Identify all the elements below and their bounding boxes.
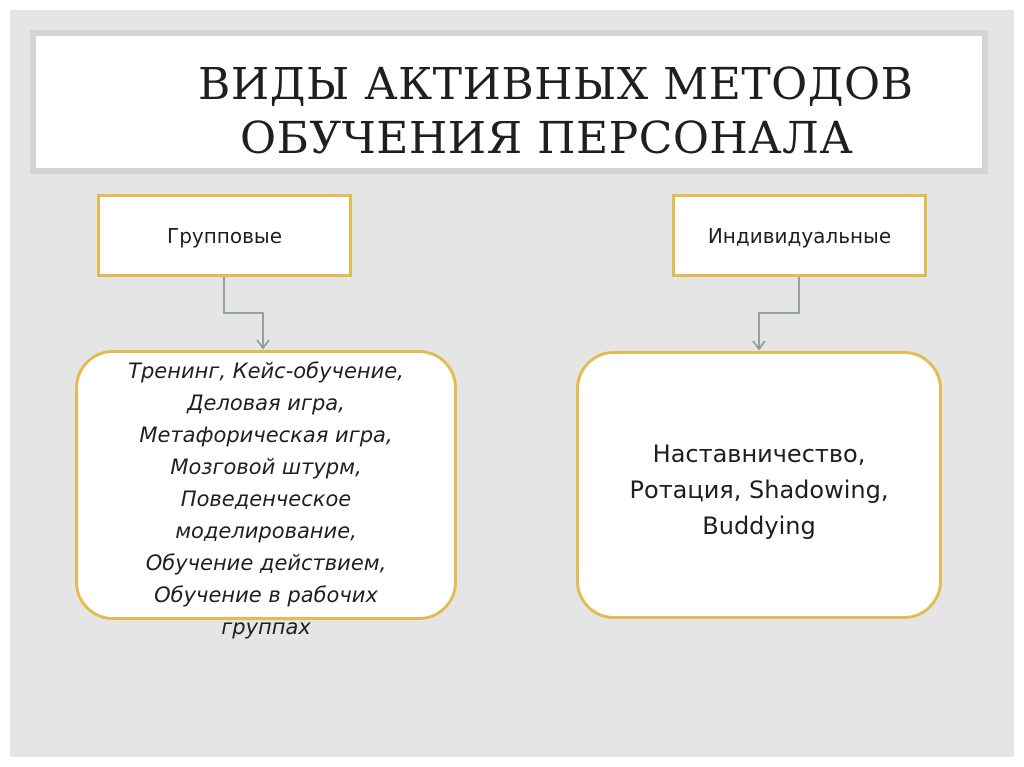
group-method-line: Обучение действием, — [145, 551, 387, 575]
slide-title — [198, 58, 958, 166]
individual-methods-box — [576, 351, 942, 619]
group-method-line: Метафорическая игра, — [139, 423, 393, 447]
group-method-line: Мозговой штурм, — [170, 455, 362, 479]
category-group-label: Групповые — [167, 223, 282, 248]
group-methods-box — [75, 350, 457, 639]
category-individual-label: Индивидуальные — [707, 223, 892, 248]
group-method-line: Тренинг, Кейс-обучение, — [128, 359, 404, 383]
group-method-line: Деловая игра, — [187, 391, 345, 415]
group-method-line: моделирование, — [175, 519, 357, 543]
individual-method-line: Buddying — [702, 512, 816, 540]
title-line-1: ВИДЫ АКТИВНЫХ МЕТОДОВ — [198, 59, 914, 110]
category-individual-box — [672, 194, 927, 277]
group-method-line: Поведенческое — [180, 487, 352, 511]
title-line-2: ОБУЧЕНИЯ ПЕРСОНАЛА — [240, 113, 854, 164]
individual-method-line: Наставничество, — [652, 440, 866, 468]
category-group-box — [97, 194, 352, 277]
individual-method-line: Ротация, Shadowing, — [629, 476, 889, 504]
group-method-line: группах — [221, 615, 311, 639]
group-method-line: Обучение в рабочих — [154, 583, 378, 607]
